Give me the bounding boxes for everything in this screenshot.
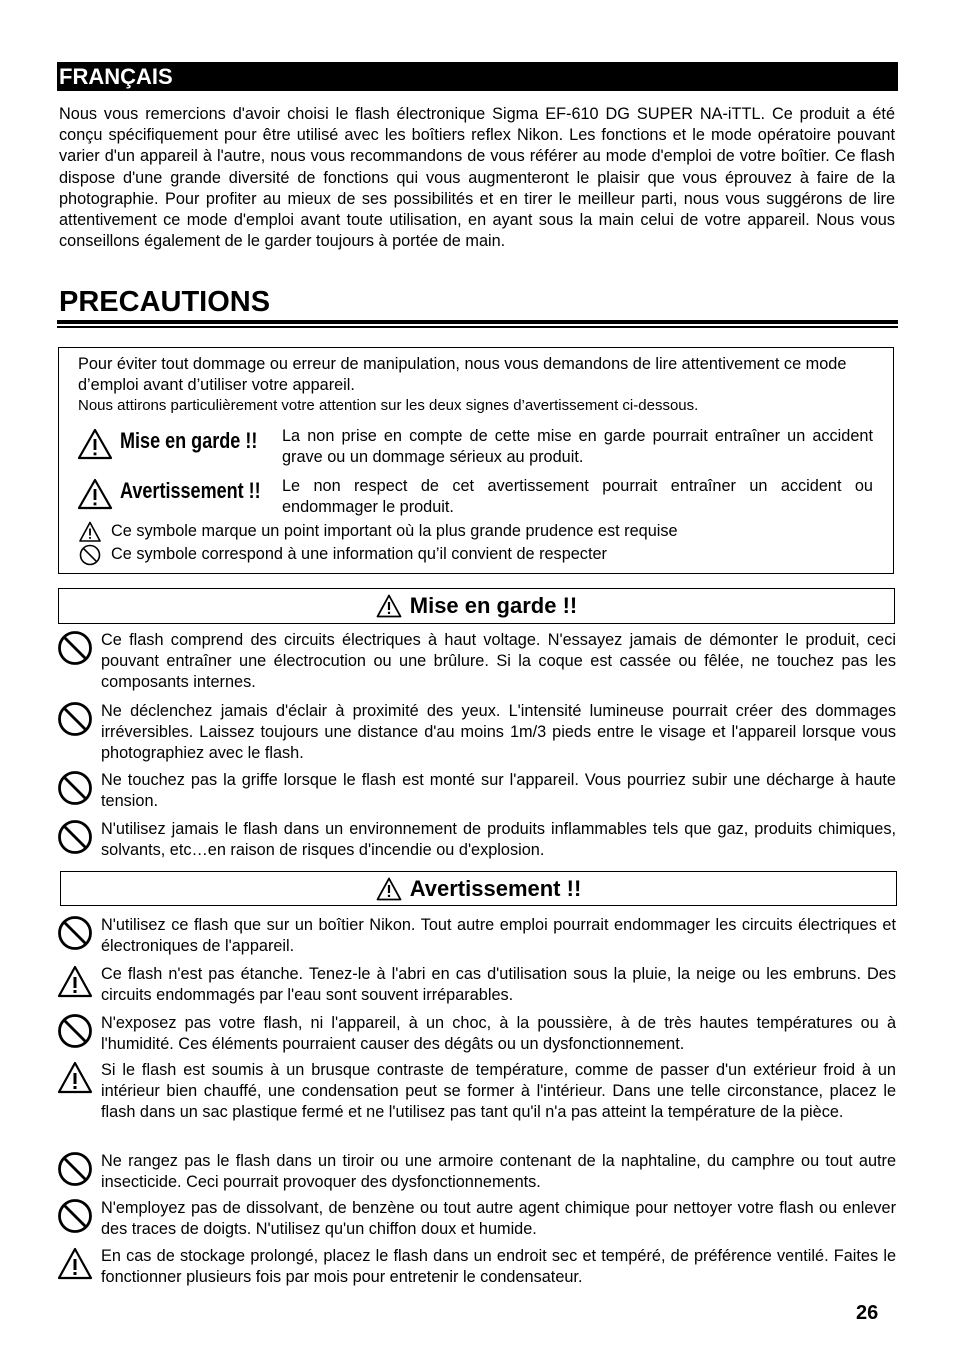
heading-rule-thin [57,326,898,328]
warning-section-header [60,871,897,906]
intro-paragraph: Nous vous remercions d'avoir choisi le flash électronique Sigma EF-610 DG SUPER NA-iTTL. Ce produit a été conçu spécifiquement pour être utilisé avec les boîtiers reflex Nikon. Les fonctions et le mode opératoire pouvant varier d'un appareil à l'autre, nous vous recommandons de vous référer au mode d'emploi de votre boîtier. Ce flash dispose d'une grande diversité de fonctions qui vous augmenteront le plaisir que vous éprouvez à faire de la photographie. Pour profiter au mieux de ses possibilités et en tirer le meilleur parti, nous vous suggérons de lire attentivement ce mode d'emploi avant toute utilisation, en ayant sous la main celui de votre appareil. Nous vous conseillons également de le garder toujours à portée de main. [59,105,895,251]
warning-section-title: Avertissement !! [409,875,582,901]
caution-label: Mise en garde !! [120,428,258,453]
warning-item-text: Ce flash n'est pas étanche. Tenez-le à l'abri en cas d'utilisation sous la pluie, la neige ou les embruns. Des circuits endommagés par l'eau sont souvent irréparables. [101,965,896,1005]
prohibition-icon [57,1198,93,1234]
warning-triangle-icon [77,428,113,460]
warning-triangle-icon [77,478,113,510]
warning-triangle-icon [57,964,93,1000]
prohibition-icon [79,544,101,566]
heading-rule-thick [57,320,898,324]
warning-triangle-icon [79,521,101,543]
warning-item-text: N'employez pas de dissolvant, de benzène ou tout autre agent chimique pour nettoyer votre flash ou enlever des traces de doigts. N'utilisez qu'un chiffon doux et humide. [101,1199,896,1239]
page-number: 26 [856,1302,879,1324]
caution-section-title: Mise en garde !! [409,593,578,618]
precautions-title: PRECAUTIONS [59,286,271,318]
warning-triangle-icon [57,1246,93,1282]
warning-item-text: N'exposez pas votre flash, ni l'appareil, à un choc, à la poussière, à de très hautes températures ou à l'humidité. Ces éléments pourraient causer des dégâts ou un dysfonctionnement. [101,1014,896,1054]
prohibition-icon [57,701,93,737]
caution-item-text: Ce flash comprend des circuits électriques à haut voltage. N'essayez jamais de démonter le produit, ceci pouvant entraîner une électrocution ou une brûlure. Si la coque est cassée ou fêlée, ne touchez pas les composants internes. [101,631,896,692]
language-title: FRANÇAIS [59,64,173,89]
warning-triangle-icon [57,1060,93,1096]
notice-line-2: Nous attirons particulièrement votre attention sur les deux signes d’avertissement ci-dessous. [78,397,699,414]
warning-item-text: Ne rangez pas le flash dans un tiroir ou une armoire contenant de la naphtaline, du camphre ou tout autre insecticide. Ceci pourrait provoquer des dysfonctionnements. [101,1152,896,1192]
prohibition-icon [57,819,93,855]
warning-item-text: Si le flash est soumis à un brusque contraste de température, comme de passer d'un extérieur froid à un intérieur bien chauffé, une condensation peut se former à l'intérieur. Dans une telle circonstance, placez le flash dans un sac plastique fermé et ne l'utilisez pas tant qu'il n'a pas atteint la température de la pièce. [101,1061,896,1122]
symbol-prohibit-text: Ce symbole correspond à une information qu’il convient de respecter [111,545,607,563]
prohibition-icon [57,630,93,666]
prohibition-icon [57,915,93,951]
caution-section-header [58,588,895,624]
notice-box [58,347,894,574]
warning-item-text: En cas de stockage prolongé, placez le flash dans un endroit sec et tempéré, de préférence ventilé. Faites le fonctionner plusieurs fois par mois pour entretenir le condensateur. [101,1247,896,1287]
warning-description: Le non respect de cet avertissement pourrait entraîner un accident ou endommager le produit. [282,477,873,516]
prohibition-icon [57,1013,93,1049]
caution-item-text: Ne touchez pas la griffe lorsque le flash est monté sur l'appareil. Vous pourriez subir une décharge à haute tension. [101,771,896,811]
symbol-triangle-text: Ce symbole marque un point important où la plus grande prudence est requise [111,522,678,540]
warning-item-text: N'utilisez ce flash que sur un boîtier Nikon. Tout autre emploi pourrait endommager les circuits électriques et électroniques de l'appareil. [101,916,896,956]
warning-triangle-icon [376,877,402,901]
prohibition-icon [57,770,93,806]
caution-item-text: N'utilisez jamais le flash dans un environnement de produits inflammables tels que gaz, produits chimiques, solvants, etc…en raison de risques d'incendie ou d'explosion. [101,820,896,860]
notice-line-1: Pour éviter tout dommage ou erreur de manipulation, nous vous demandons de lire attentivement ce mode d’emploi avant d’utiliser votre appareil. [78,355,847,394]
prohibition-icon [57,1151,93,1187]
warning-triangle-icon [376,594,402,618]
warning-label: Avertissement !! [120,478,261,503]
caution-item-text: Ne déclenchez jamais d'éclair à proximité des yeux. L'intensité lumineuse pourrait créer des dommages irréversibles. Laissez toujours une distance d'au moins 1m/3 pieds entre le visage et l'appareil lorsque vous photographiez avec le flash. [101,702,896,763]
language-header-bar [57,62,898,91]
caution-description: La non prise en compte de cette mise en garde pourrait entraîner un accident grave ou un dommage sérieux au produit. [282,427,873,466]
